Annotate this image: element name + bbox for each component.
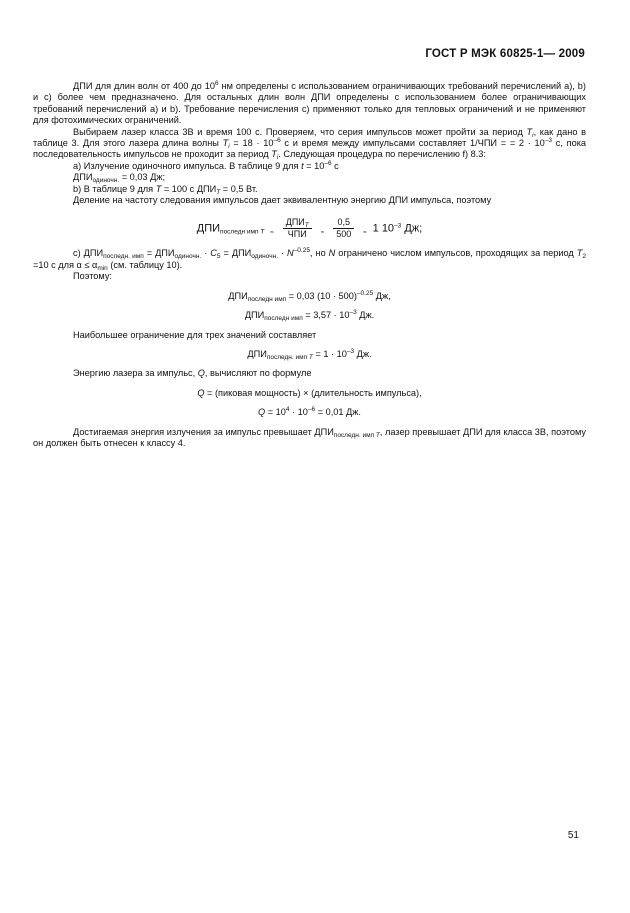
page-number: 51 (567, 830, 579, 841)
item-b-table9: b) В таблице 9 для T = 100 с $ДПИ_T = 0,5$ Вт. (73, 183, 258, 196)
item-c-pulse-train: с) $ДПИ_{последн. имп} = ДПИ_{одиночн.} \cdot C_5 = ДПИ_{одиночн.} \cdot N^{-0.25}$, но N ограничено числом импульсов, проходящих за период $T_2 =10$ с для $\alpha \le \alpha_{min}$ (см. таблицу 10). (33, 247, 586, 272)
paragraph-division: Деление на частоту следования импульсов дает эквивалентную энергию ДПИ импульса, поэтому (73, 195, 492, 206)
item-a-single-pulse: а) Излучение одиночного импульса. В таблице 9 для $t = 10^{-6}$ с (73, 159, 339, 171)
equation-3: $ДПИ_{последн. имп T} = 1 \cdot 10^{-3}$ Дж. (247, 347, 372, 361)
document-header: ГОСТ Р МЭК 60825-1— 2009 (425, 48, 585, 60)
paragraph-mpe-wavelengths: ДПИ для длин волн от 400 до $10^6$ нм определены с использованием ограничивающих требований перечислений а), b) и с) более чем предназначено. Для остальных длин волн ДПИ определены с использованием более ограничивающих требований перечислений а) и b). Требование перечисления с) применяют только для тепловых ограничений и не применяют для фотохимических ограничений. (33, 80, 586, 126)
paragraph-energy-formula: Энергию лазера за импульс, Q, вычисляют по формуле (73, 368, 312, 379)
paragraph-largest-limit: Наибольшее ограничение для трех значений составляет (73, 329, 317, 340)
paragraph-laser-selection: Выбираем лазер класса 3В и время 100 с. Проверяем, что серия импульсов может пройти за период $T_i$, как дано в таблице 3. Для этого лазера длина волны $T_i = 18 \cdot 10^{-6}$ с и время между импульсами составляет 1/ЧПИ = = $2 \cdot 10^{-3}$ с, пока последовательность импульсов не проходит за период $T_i$. Следующая процедура по перечислению f) 8.3: (33, 126, 587, 162)
equation-2: $ДПИ_{последн имп} = 3,57 \cdot 10^{-3}$ Дж. (244, 309, 375, 323)
page-body (33, 81, 586, 449)
equation-1: $ДПИ_{последн имп} = 0,03$ $(10 \cdot 500)^{-0.25}$ Дж, (228, 289, 391, 303)
formula-pulse-mpe: $ДПИ_{последн имп T}$ ≈ $\frac{ДПИ_T}{\text{ЧПИ}}$ ≈ $\frac{0,5}{500}$ ≈ 1 $10^{-3}$ Дж; (196, 217, 423, 240)
paragraph-therefore: Поэтому: (73, 271, 112, 282)
equation-4: Q = (пиковая мощность) × (длительность импульса), (197, 387, 422, 398)
paragraph-conclusion: Достигаемая энергия излучения за импульс превышает $ДПИ_{последн. имп T}$, лазер превышает ДПИ для класса 3В, поэтому он должен быть отнесен к классу 4. (33, 426, 586, 448)
fraction-mpe-over-prf: $\frac{ДПИ_T}{\text{ЧПИ}}$ (283, 217, 312, 240)
equation-5: $Q = 10^4 \cdot 10^{-6} = 0,01$ Дж. (258, 406, 361, 418)
fraction-values: $\frac{0,5}{500}$ (333, 217, 354, 240)
item-a-single-pulse-value: $ДПИ_{одиночн.} = 0,03$ Дж; (73, 172, 166, 185)
